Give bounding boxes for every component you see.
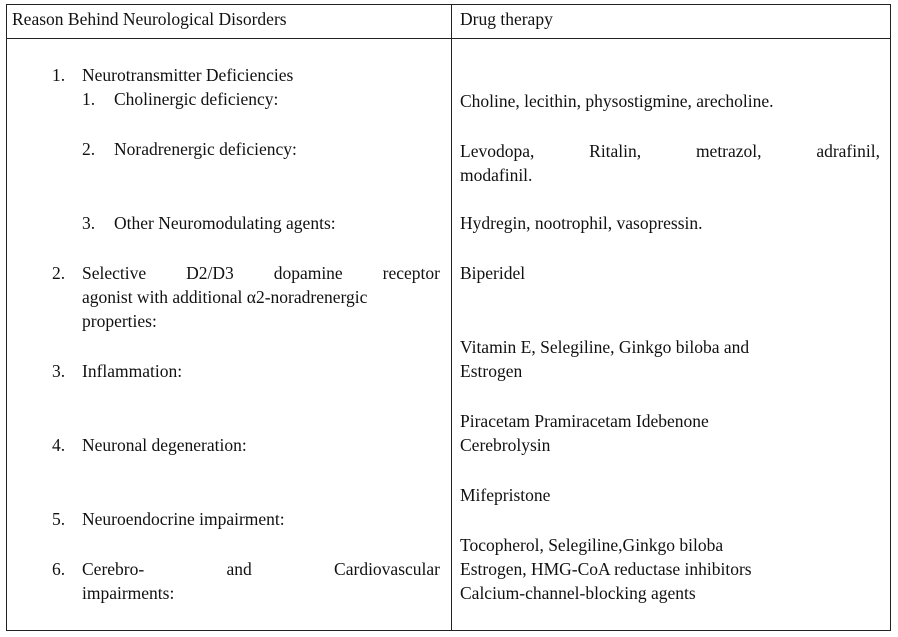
drug-neuronal-line2: Cerebrolysin bbox=[460, 435, 551, 455]
item-number: 1. bbox=[52, 65, 66, 85]
subitem-noradrenergic: Noradrenergic deficiency: bbox=[114, 139, 297, 159]
item-cardio-line2: impairments: bbox=[82, 583, 175, 603]
item-cardio-line1 bbox=[82, 558, 440, 580]
item-dopamine-line2: agonist with additional α2-noradrenergic bbox=[82, 287, 368, 307]
word: adrafinil, bbox=[816, 141, 880, 161]
word: metrazol, bbox=[695, 141, 762, 161]
word: Selective bbox=[82, 263, 147, 283]
subitem-number: 2. bbox=[82, 139, 96, 159]
word: and bbox=[226, 559, 252, 579]
subitem-number: 1. bbox=[82, 89, 96, 109]
item-number: 2. bbox=[52, 263, 66, 283]
drug-inflammation-line2: Estrogen bbox=[460, 361, 523, 381]
drug-cardio-line3: Calcium-channel-blocking agents bbox=[460, 583, 696, 603]
word: D2/D3 bbox=[186, 263, 234, 283]
word: dopamine bbox=[273, 263, 343, 283]
subitem-other-agents: Other Neuromodulating agents: bbox=[114, 213, 336, 233]
word: Cerebro- bbox=[82, 559, 145, 579]
drug-inflammation-line1: Vitamin E, Selegiline, Ginkgo biloba and bbox=[460, 337, 750, 357]
drug-noradrenergic-line1 bbox=[460, 140, 880, 162]
drug-neuroendocrine: Mifepristone bbox=[460, 485, 551, 505]
item-dopamine-line1 bbox=[82, 262, 440, 284]
item-number: 6. bbox=[52, 559, 66, 579]
drug-cardio-line1: Tocopherol, Selegiline,Ginkgo biloba bbox=[460, 535, 724, 555]
word: Cardiovascular bbox=[334, 559, 440, 579]
drug-cholinergic: Choline, lecithin, physostigmine, arecholine. bbox=[460, 91, 774, 111]
word: receptor bbox=[382, 263, 440, 283]
item-number: 4. bbox=[52, 435, 66, 455]
drug-cardio-line2: Estrogen, HMG-CoA reductase inhibitors bbox=[460, 559, 752, 579]
drug-neuronal-line1: Piracetam Pramiracetam Idebenone bbox=[460, 411, 709, 431]
word: Levodopa, bbox=[460, 141, 535, 161]
subitem-number: 3. bbox=[82, 213, 96, 233]
item-inflammation: Inflammation: bbox=[82, 361, 183, 381]
header-reason: Reason Behind Neurological Disorders bbox=[12, 9, 287, 29]
word: Ritalin, bbox=[589, 141, 642, 161]
drug-noradrenergic-line2: modafinil. bbox=[460, 165, 533, 185]
drug-dopamine-agonist: Biperidel bbox=[460, 263, 526, 283]
header-drug-therapy: Drug therapy bbox=[460, 9, 553, 29]
column-divider bbox=[451, 4, 452, 631]
item-dopamine-line3: properties: bbox=[82, 311, 157, 331]
item-neuronal-degeneration: Neuronal degeneration: bbox=[82, 435, 247, 455]
subitem-cholinergic: Cholinergic deficiency: bbox=[114, 89, 279, 109]
item-neuroendocrine: Neuroendocrine impairment: bbox=[82, 509, 285, 529]
header-divider bbox=[6, 38, 891, 39]
drug-other-agents: Hydregin, nootrophil, vasopressin. bbox=[460, 213, 703, 233]
item-number: 5. bbox=[52, 509, 66, 529]
item-neurotransmitter-title: Neurotransmitter Deficiencies bbox=[82, 65, 294, 85]
item-number: 3. bbox=[52, 361, 66, 381]
